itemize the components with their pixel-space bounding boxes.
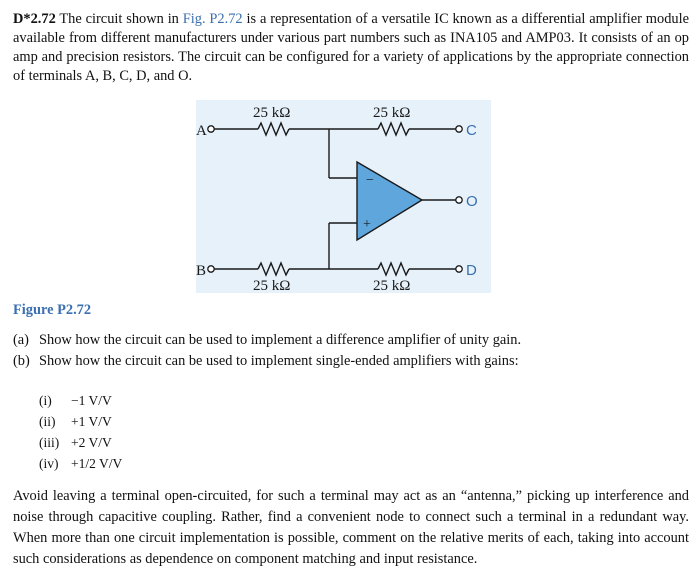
terminal-d-label: D xyxy=(466,262,477,279)
terminal-o-node xyxy=(456,197,462,203)
gain-value: −1 V/V xyxy=(71,393,112,408)
figure-caption: Figure P2.72 xyxy=(13,302,92,318)
terminal-c-node xyxy=(456,126,462,132)
gain-value: +1 V/V xyxy=(71,414,112,429)
design-note: Avoid leaving a terminal open-circuited, for such a terminal may act as an “antenna,” picking up interference and noise through capacitive coupling. Rather, find a convenient node to connect such a terminal in a redundant way. When more than one circuit implementation is possible, comment on the relative merits of each, taking into account such considerations as dependence on component matching and input resistance. xyxy=(13,488,689,567)
terminal-o-label: O xyxy=(466,193,478,210)
inverting-input-sign: − xyxy=(366,173,374,188)
gain-value: +1/2 V/V xyxy=(71,456,123,471)
question-item xyxy=(13,331,689,352)
resistor-bottom-left-label: 25 kΩ xyxy=(253,278,291,293)
figure-reference-link[interactable]: Fig. P2.72 xyxy=(182,11,243,27)
gain-label: (iii) xyxy=(39,435,60,450)
circuit-diagram xyxy=(196,100,491,293)
terminal-c-label: C xyxy=(466,122,477,139)
circuit-figure xyxy=(196,100,491,293)
problem-text-before: The circuit shown in xyxy=(55,11,183,27)
gain-label: (iv) xyxy=(39,456,59,471)
question-label: (a) xyxy=(13,332,29,348)
terminal-b-node xyxy=(208,266,214,272)
gain-value: +2 V/V xyxy=(71,435,112,450)
terminal-b-label: B xyxy=(196,263,207,279)
gain-item xyxy=(39,454,122,475)
gain-label: (i) xyxy=(39,393,52,408)
problem-statement xyxy=(13,10,689,86)
terminal-d-node xyxy=(456,266,462,272)
problem-text-after: is a representation of a versatile IC known as a differential amplifier module available from different manufacturers under various part numbers such as INA105 and AMP03. It consists of an op amp and precision resistors. The circuit can be configured for a variety of applications by the appropriate connection of terminals A, B, C, D, and O. xyxy=(13,11,689,84)
gain-item xyxy=(39,391,122,412)
gain-label: (ii) xyxy=(39,414,56,429)
question-label: (b) xyxy=(13,353,30,369)
problem-number: D*2.72 xyxy=(13,11,56,27)
question-text: Show how the circuit can be used to implement single-ended amplifiers with gains: xyxy=(39,353,519,369)
resistor-bottom-right-label: 25 kΩ xyxy=(373,278,411,293)
question-text: Show how the circuit can be used to implement a difference amplifier of unity gain. xyxy=(39,332,522,348)
question-item xyxy=(13,352,689,373)
gain-item xyxy=(39,412,122,433)
question-list xyxy=(13,331,689,373)
gain-item xyxy=(39,433,122,454)
gain-list xyxy=(39,391,122,475)
noninverting-input-sign: + xyxy=(363,217,371,232)
terminal-a-label: A xyxy=(196,123,207,139)
resistor-top-right-label: 25 kΩ xyxy=(373,105,411,121)
terminal-a-node xyxy=(208,126,214,132)
resistor-top-left-label: 25 kΩ xyxy=(253,105,291,121)
